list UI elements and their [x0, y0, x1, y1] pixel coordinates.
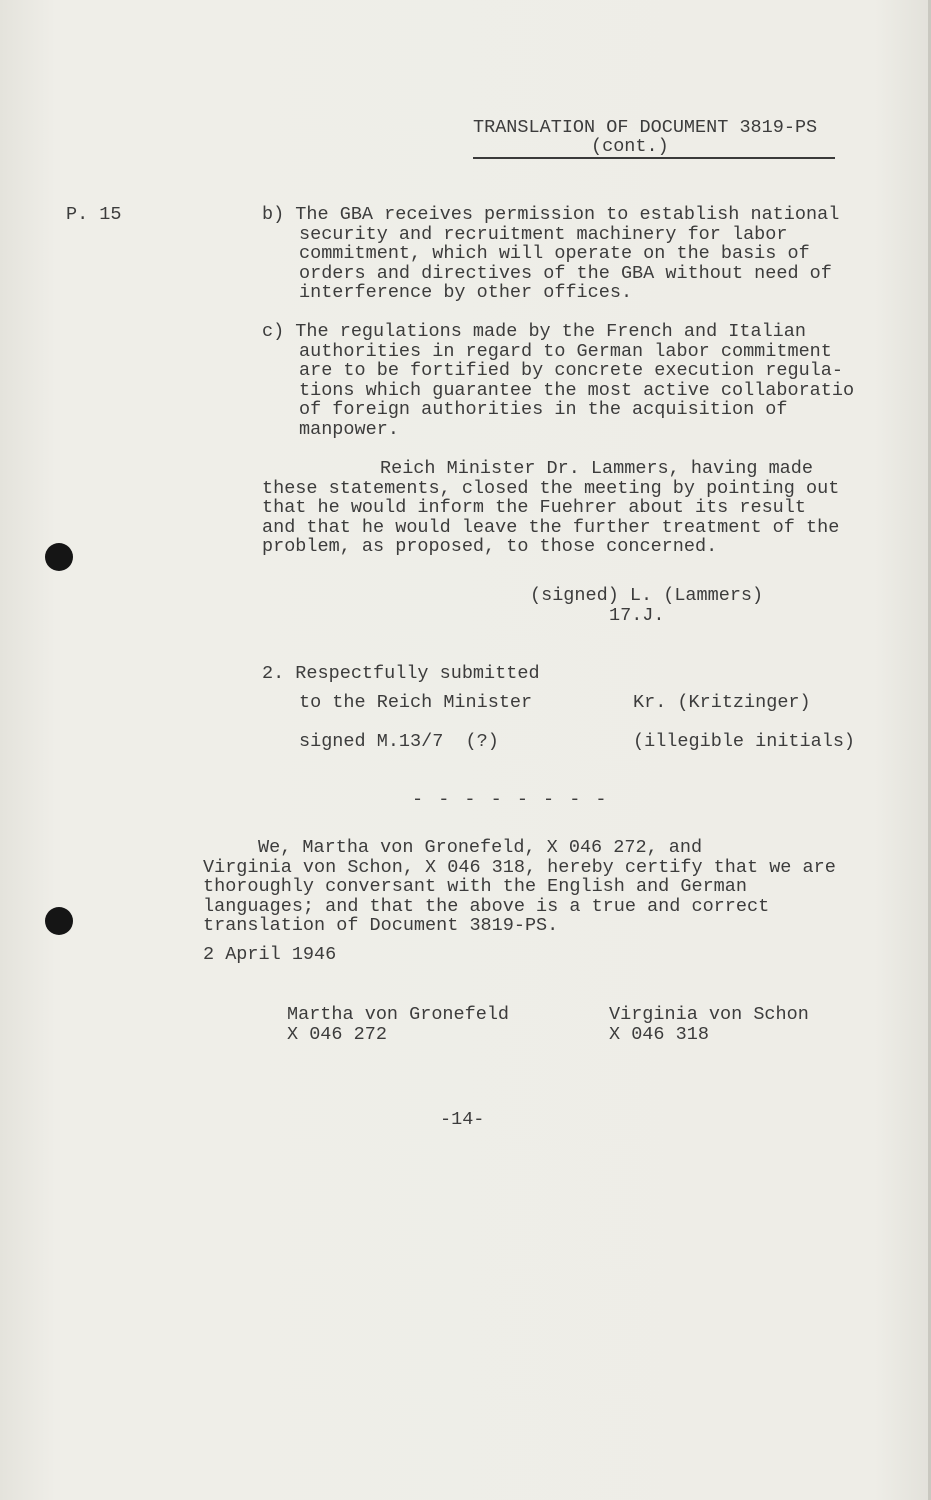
item-b-line: commitment, which will operate on the basis of: [299, 243, 810, 264]
item-c-line: manpower.: [299, 418, 399, 440]
closing-line: and that he would leave the further treatment of the: [262, 516, 840, 538]
item-c-line: of foreign authorities in the acquisition of: [299, 399, 788, 420]
item-c-line: are to be fortified by concrete execution regula-: [299, 360, 843, 381]
item-c-paragraph: [262, 322, 854, 439]
item-b-line: b) The GBA receives permission to establish national: [262, 204, 840, 225]
header-underline: [473, 157, 835, 159]
item-b-paragraph: [262, 205, 839, 303]
certificate-line: Virginia von Schon, X 046 318, hereby certify that we are: [203, 856, 836, 878]
closing-line: Reich Minister Dr. Lammers, having made: [380, 458, 813, 479]
submission-illegible: (illegible initials): [633, 731, 856, 752]
submission-recipient: to the Reich Minister: [299, 692, 533, 713]
separator-dashes: - - - - - - - -: [412, 789, 609, 810]
translator-id: X 046 318: [609, 1024, 709, 1045]
punch-hole-icon: [45, 543, 73, 571]
closing-line: these statements, closed the meeting by pointing out: [262, 477, 840, 499]
closing-line: problem, as proposed, to those concerned.: [262, 536, 718, 557]
closing-line: that he would inform the Fuehrer about its result: [262, 497, 806, 518]
item-b-line: interference by other offices.: [299, 282, 633, 303]
item-c-line: tions which guarantee the most active collaboratio: [299, 379, 855, 401]
header-title: TRANSLATION OF DOCUMENT 3819-PS: [473, 117, 818, 138]
page-reference: P. 15: [66, 204, 122, 225]
signature-line: (signed) L. (Lammers): [530, 585, 764, 606]
punch-hole-icon: [45, 907, 73, 935]
certificate-paragraph: [203, 838, 836, 936]
page-number: -14-: [440, 1109, 485, 1130]
certificate-line: We, Martha von Gronefeld, X 046 272, and: [258, 837, 703, 858]
submission-signed: signed M.13/7 (?): [299, 731, 499, 752]
certificate-line: thoroughly conversant with the English and German: [203, 876, 747, 897]
translator-name: Martha von Gronefeld: [287, 1004, 510, 1025]
header-subtitle: (cont.): [591, 136, 669, 157]
translator-id: X 046 272: [287, 1024, 387, 1045]
certificate-line: languages; and that the above is a true and correct: [203, 895, 770, 917]
certificate-line: translation of Document 3819-PS.: [203, 915, 559, 936]
submission-initials: Kr. (Kritzinger): [633, 692, 811, 713]
item-c-line: c) The regulations made by the French and Italian: [262, 321, 806, 342]
item-c-line: authorities in regard to German labor commitment: [299, 340, 832, 362]
translator-name: Virginia von Schon: [609, 1004, 809, 1025]
item-b-line: security and recruitment machinery for labor: [299, 223, 788, 245]
certificate-date: 2 April 1946: [203, 944, 337, 965]
document-header: [473, 118, 835, 156]
signature-date: 17.J.: [609, 605, 665, 626]
closing-paragraph: [262, 459, 839, 557]
submission-line: 2. Respectfully submitted: [262, 663, 540, 684]
item-b-line: orders and directives of the GBA without need of: [299, 262, 832, 284]
